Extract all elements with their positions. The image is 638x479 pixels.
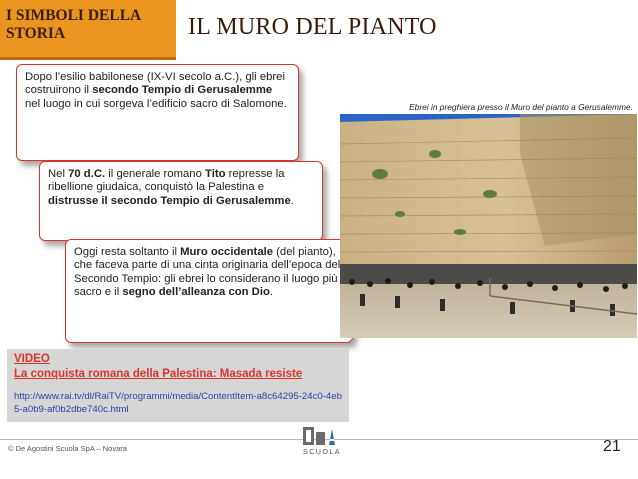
western-wall-photo: [340, 114, 637, 338]
history-step-box: Oggi resta soltanto il Muro occidentale (del pianto), che faceva parte di una cinta originaria dell’epoca del Secondo Tempio: gli ebrei lo considerano il luogo più sacro e il segno dell’alleanza con Dio.: [65, 239, 353, 343]
history-step-box: Dopo l’esilio babilonese (IX-VI secolo a.C.), gli ebrei costruirono il secondo Tempio di Gerusalemme nel luogo in cui sorgeva l’edificio sacro di Salomone.: [16, 64, 299, 161]
page-title: IL MURO DEL PIANTO: [188, 14, 437, 40]
copyright-text: © De Agostini Scuola SpA – Novara: [8, 444, 127, 453]
page-number: 21: [603, 438, 621, 455]
video-url-link[interactable]: http://www.rai.tv/dl/RaiTV/programmi/media/ContentItem-a8c64295-24c0-4eb5-a0b9-af0b2dbe740c.html: [14, 391, 342, 415]
publisher-logo-wordmark: SCUOLA: [303, 447, 341, 456]
video-label[interactable]: VIDEO: [14, 353, 50, 365]
history-step-box: Nel 70 d.C. il generale romano Tito represse la ribellione giudaica, conquistò la Palestina e distrusse il secondo Tempio di Gerusalemme.: [39, 161, 323, 241]
dea-logo-icon: [301, 425, 337, 447]
photo-caption: Ebrei in preghiera presso il Muro del pianto a Gerusalemme.: [409, 102, 633, 112]
video-title-link[interactable]: La conquista romana della Palestina: Masada resiste: [14, 368, 303, 380]
section-tag-label: I SIMBOLI DELLA STORIA: [6, 7, 142, 42]
